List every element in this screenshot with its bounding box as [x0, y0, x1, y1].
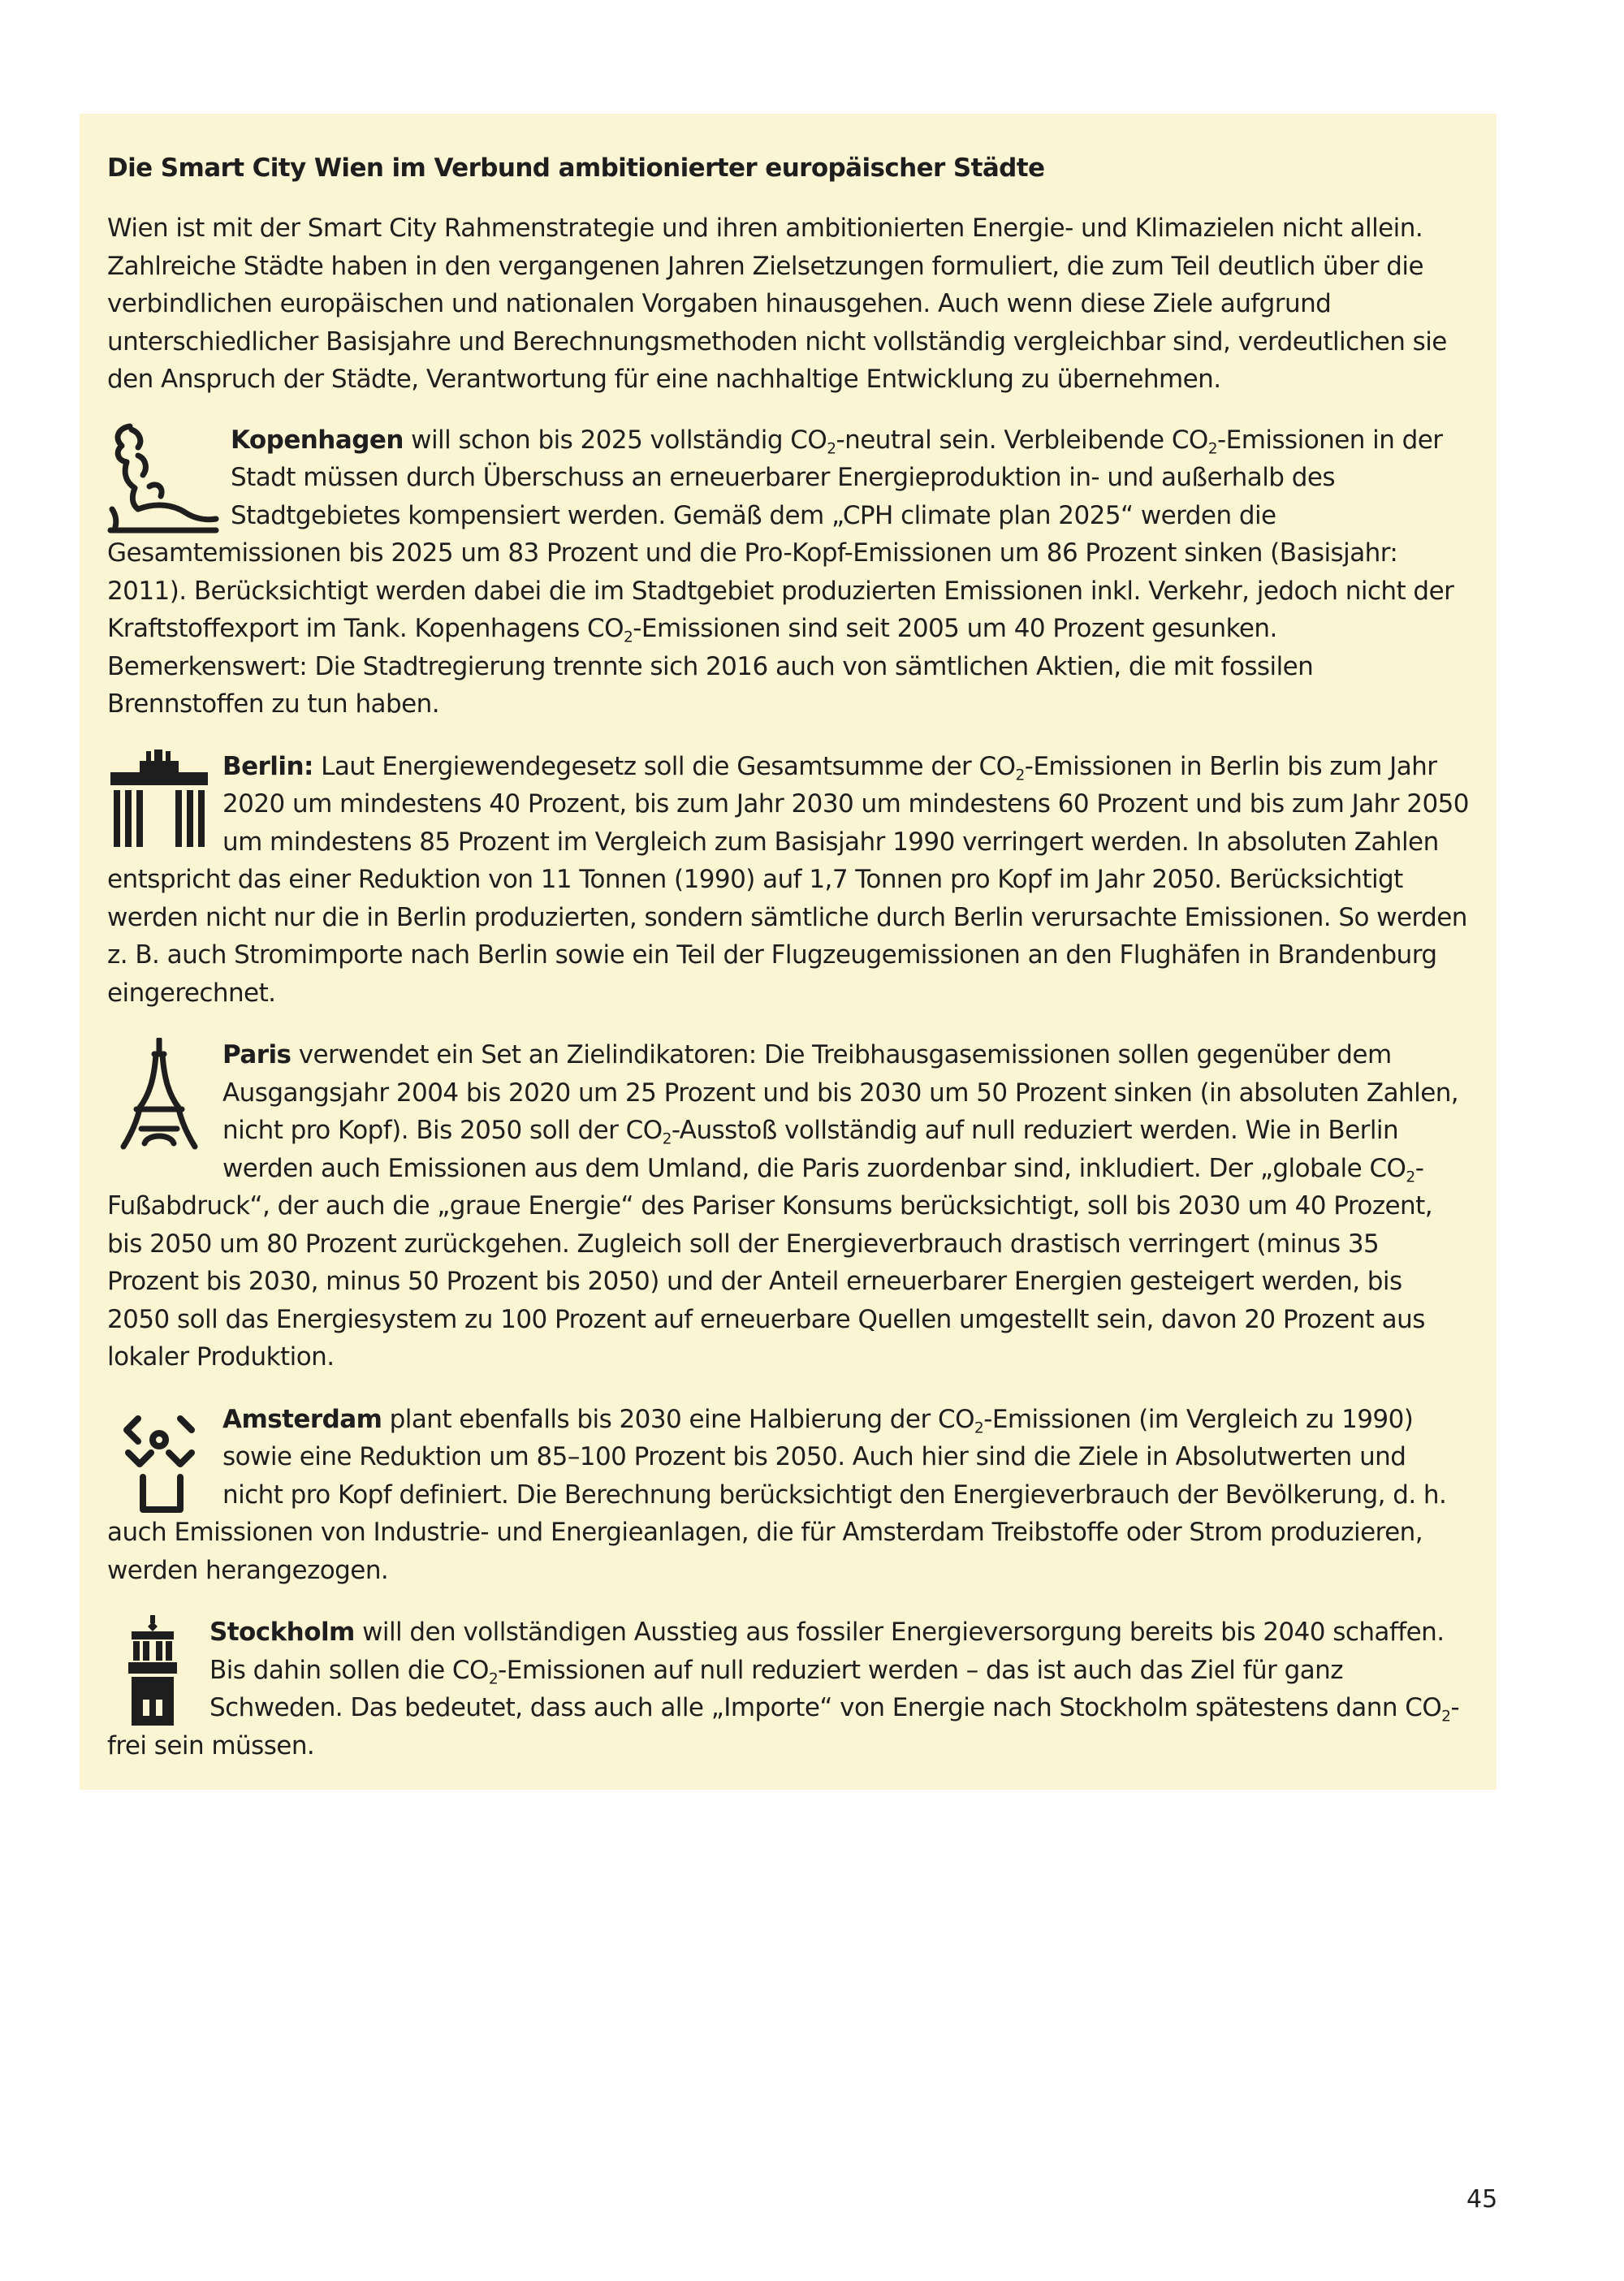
berlin-name: Berlin: — [222, 751, 313, 781]
stockholm-paragraph — [107, 1614, 1469, 1765]
paris-name: Paris — [222, 1040, 292, 1069]
brandenburg-gate-icon — [107, 750, 211, 850]
co2-label: CO — [1369, 1153, 1406, 1183]
co2-label: CO — [451, 1655, 489, 1685]
co2-subscript: 2 — [488, 1670, 499, 1687]
paris-text-2: -Ausstoß vollständig auf null reduziert werden. Wie in Berlin werden auch Emissionen aus dem Umland, die Paris zuordenbar sind, inkludiert. Der „globale — [222, 1116, 1399, 1183]
kopenhagen-text-2: -neutral sein. Verbleibende — [836, 425, 1172, 455]
co2-label: CO — [937, 1404, 974, 1434]
stockholm-name: Stockholm — [209, 1618, 355, 1647]
co2-label: CO — [1171, 425, 1208, 455]
stockholm-text-2: -Emissionen auf null reduziert werden – das ist auch das Ziel für ganz Schweden. Das bedeutet, dass auch alle „Importe“ von Energie nach Stockholm spätestens dann — [209, 1655, 1406, 1722]
berlin-text-1: Laut Energiewendegesetz soll die Gesamtsumme der — [313, 751, 979, 781]
paris-text-3: -Fußabdruck“, der auch die „graue Energie“ des Pariser Konsums berücksichtigt, soll bis 2030 um 40 Prozent, bis 2050 um 80 Prozent zurückgehen. Zugleich soll der Energieverbrauch drastisch verringert (minus 35 Prozent bis 2030, minus 50 Prozent bis 2050) und der Anteil erneuerbarer Energien gesteigert werden, bis 2050 soll das Energiesystem zu 100 Prozent auf erneuerbare Quellen umgestellt sein, davon 20 Prozent aus lokaler Produktion. — [107, 1153, 1433, 1372]
box-title: Die Smart City Wien im Verbund ambitionierter europäischer Städte — [107, 153, 1045, 183]
kopenhagen-text-3: -Emissionen in der Stadt müssen durch Überschuss an erneuerbarer Energieproduktion in- und außerhalb des Stadtgebietes kompensiert werden. Gemäß dem „CPH climate plan 2025“ werden die Gesamtemissionen bis 2025 um 83 Prozent und die Pro-Kopf-Emissionen um 86 Prozent sinken (Basisjahr: 2011). Berücksichtigt werden dabei die im Stadtgebiet produzierten Emissionen inkl. Verkehr, jedoch nicht der Kraftstoffexport im Tank. Kopenhagens — [107, 425, 1454, 643]
co2-subscript: 2 — [624, 629, 633, 646]
kopenhagen-name: Kopenhagen — [231, 425, 404, 455]
co2-subscript: 2 — [1441, 1708, 1451, 1726]
amsterdam-text-2: -Emissionen (im Vergleich zu 1990) sowie eine Reduktion um 85–100 Prozent bis 2050. Auch hier sind die Ziele in Absolutwerten und nicht pro Kopf definiert. Die Berechnung berücksichtigt den Energieverbrauch der Bevölkerung, d. h. auch Emissionen von Industrie- und Energieanlagen, die für Amsterdam Treibstoffe oder Strom produzieren, werden herangezogen. — [107, 1404, 1447, 1585]
co2-label: CO — [978, 751, 1016, 781]
co2-subscript: 2 — [662, 1130, 672, 1148]
paris-paragraph — [107, 1036, 1469, 1376]
amsterdam-name: Amsterdam — [222, 1404, 382, 1434]
co2-label: CO — [790, 425, 827, 455]
page-number: 45 — [1466, 2185, 1498, 2214]
co2-subscript: 2 — [1406, 1169, 1415, 1186]
stockholm-text-1: will den vollständigen Ausstieg aus fossiler Energieversorgung bereits bis 2040 schaffen. Bis dahin sollen die — [209, 1618, 1445, 1685]
eiffel-tower-icon — [107, 1038, 211, 1150]
amsterdam-text-1: plant ebenfalls bis 2030 eine Halbierung der — [382, 1404, 938, 1434]
kopenhagen-text-4: -Emissionen sind seit 2005 um 40 Prozent gesunken. Bemerkenswert: Die Stadtregierung trennte sich 2016 auch von sämtlichen Aktien, die mit fossilen Brennstoffen zu tun haben. — [107, 614, 1314, 719]
co2-subscript: 2 — [1207, 440, 1218, 457]
co2-label: CO — [1405, 1693, 1442, 1722]
co2-subscript: 2 — [974, 1419, 984, 1436]
windmill-icon — [107, 1402, 211, 1513]
berlin-paragraph — [107, 748, 1469, 1013]
co2-subscript: 2 — [1015, 767, 1025, 784]
kopenhagen-paragraph — [107, 421, 1469, 724]
intro-paragraph: Wien ist mit der Smart City Rahmenstrategie und ihren ambitionierten Energie- und Klimazielen nicht allein. Zahlreiche Städte haben in den vergangenen Jahren Zielsetzungen formuliert, die zum Teil deutlich über die verbindlichen europäischen und nationalen Vorgaben hinausgehen. Auch wenn diese Ziele aufgrund unterschiedlicher Basisjahre und Berechnungsmethoden nicht vollständig vergleichbar sind, verdeutlichen sie den Anspruch der Städte, Verantwortung für eine nachhaltige Entwicklung zu übernehmen. — [107, 214, 1447, 394]
info-box — [80, 114, 1497, 1790]
stockholm-text-3: -frei sein müssen. — [107, 1693, 1460, 1760]
city-hall-tower-icon — [107, 1615, 198, 1726]
co2-subscript: 2 — [827, 440, 836, 457]
kopenhagen-text-1: will schon bis 2025 vollständig — [403, 425, 791, 455]
little-mermaid-icon — [107, 423, 219, 534]
paris-text-1: verwendet ein Set an Zielindikatoren: Die Treibhausgasemissionen sollen gegenüber dem Ausgangsjahr 2004 bis 2020 um 25 Prozent und bis 2030 um 50 Prozent sinken (in absoluten Zahlen, nicht pro Kopf). Bis 2050 soll der — [222, 1040, 1459, 1145]
co2-label: CO — [587, 614, 624, 643]
berlin-text-2: -Emissionen in Berlin bis zum Jahr 2020 um mindestens 40 Prozent, bis zum Jahr 2030 um mindestens 60 Prozent und bis zum Jahr 2050 um mindestens 85 Prozent im Vergleich zum Basisjahr 1990 verringert werden. In absoluten Zahlen entspricht das einer Reduktion von 11 Tonnen (1990) auf 1,7 Tonnen pro Kopf im Jahr 2050. Berücksichtigt werden nicht nur die in Berlin produzierten, sondern sämtliche durch Berlin verursachte Emissionen. So werden z. B. auch Stromimporte nach Berlin sowie ein Teil der Flugzeugemissionen an den Flughäfen in Brandenburg eingerechnet. — [107, 751, 1469, 1008]
amsterdam-paragraph — [107, 1401, 1469, 1590]
co2-label: CO — [625, 1116, 663, 1145]
